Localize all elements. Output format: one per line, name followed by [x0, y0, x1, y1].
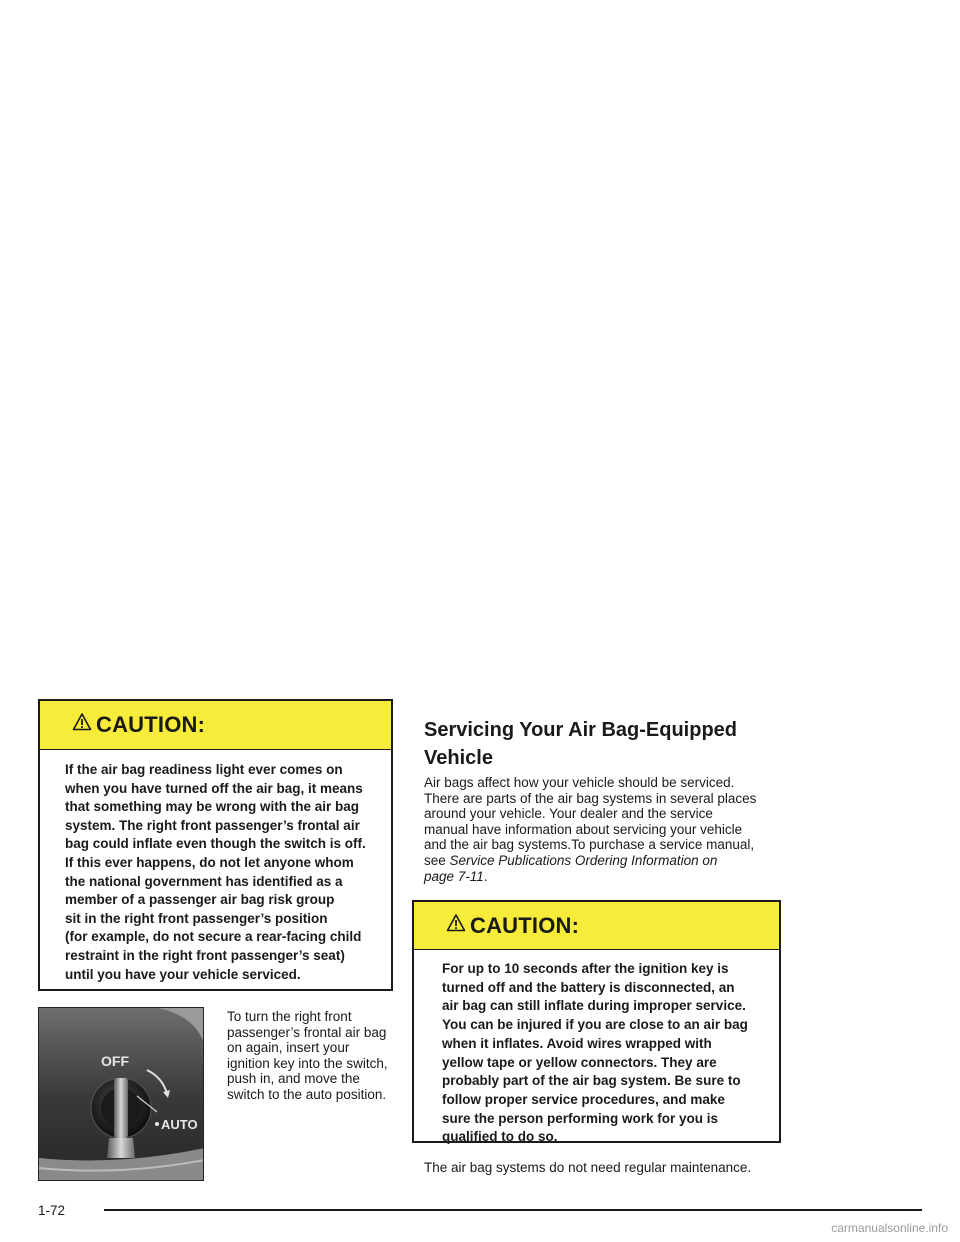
caution-title: CAUTION:: [96, 712, 206, 737]
heading-line: Vehicle: [424, 747, 493, 769]
caution-line: the national government has identified as a: [65, 873, 343, 889]
reference-link[interactable]: Service Publications Ordering Information on: [449, 852, 718, 868]
page-number: 1-72: [38, 1203, 66, 1218]
caution-title: CAUTION:: [470, 912, 580, 938]
text-line: manual have information about servicing your vehicle: [424, 821, 743, 837]
caution-line: member of a passenger air bag risk group: [65, 892, 335, 908]
caution-line: restraint in the right front passenger’s seat): [65, 947, 345, 963]
caution-line: If this ever happens, do not let anyone whom: [65, 854, 354, 870]
warning-triangle-icon: [446, 913, 466, 933]
caution-line: qualified to do so.: [442, 1129, 558, 1145]
switch-label-off: OFF: [101, 1053, 129, 1069]
caution-line: (for example, do not secure a rear-facing child: [65, 929, 362, 945]
text-line: and the air bag systems.To purchase a service manual,: [424, 837, 755, 853]
section-heading-servicing: [424, 716, 737, 772]
text-line: ignition key into the switch,: [227, 1055, 388, 1071]
caution-box-readiness-light: [38, 699, 393, 991]
text-line: push in, and move the: [227, 1071, 360, 1087]
servicing-paragraph: [424, 775, 756, 884]
caution-line: For up to 10 seconds after the ignition key is: [442, 961, 729, 976]
caution-body: [40, 750, 391, 984]
watermark: carmanualsonline.info: [831, 1221, 948, 1235]
caution-line: If the air bag readiness light ever comes on: [65, 762, 343, 777]
airbag-switch-photo: [38, 1007, 204, 1181]
text-line: on again, insert your: [227, 1040, 350, 1056]
maintenance-paragraph: [424, 1160, 751, 1176]
airbag-switch-illustration: [39, 1008, 204, 1181]
caution-line: sure the person performing work for you is: [442, 1110, 719, 1126]
switch-label-auto: AUTO: [161, 1117, 198, 1132]
text-line: around your vehicle. Your dealer and the service: [424, 806, 713, 822]
caution-body: [414, 950, 779, 1147]
caution-line: sit in the right front passenger’s position: [65, 910, 328, 926]
caution-line: You can be injured if you are close to an air bag: [442, 1017, 748, 1033]
text-line: Air bags affect how your vehicle should be serviced.: [424, 775, 735, 790]
ref-suffix: .: [483, 868, 488, 884]
caution-header: [40, 701, 391, 750]
text-line: [424, 853, 756, 869]
caution-line: bag could inflate even though the switch is off.: [65, 836, 366, 852]
warning-triangle-icon: [72, 712, 92, 732]
text-line: switch to the auto position.: [227, 1086, 387, 1102]
caution-line: air bag can still inflate during improper service.: [442, 998, 746, 1014]
caution-line: follow proper service procedures, and make: [442, 1091, 725, 1107]
caution-box-service: [412, 900, 781, 1143]
text-line: There are parts of the air bag systems in several places: [424, 790, 757, 806]
caution-line: when you have turned off the air bag, it means: [65, 780, 363, 796]
text-line: [424, 869, 756, 885]
text-line: The air bag systems do not need regular maintenance.: [424, 1160, 752, 1175]
see-prefix: see: [424, 852, 450, 868]
heading-line: Servicing Your Air Bag-Equipped: [424, 719, 738, 741]
caution-line: until you have your vehicle serviced.: [65, 966, 301, 982]
caution-line: when it inflates. Avoid wires wrapped with: [442, 1035, 712, 1051]
reference-page-link[interactable]: page 7-11: [424, 868, 484, 884]
caution-line: system. The right front passenger’s frontal air: [65, 817, 360, 833]
caution-line: yellow tape or yellow connectors. They are: [442, 1054, 717, 1070]
text-line: To turn the right front: [227, 1009, 352, 1024]
footer-divider: [104, 1209, 922, 1211]
turn-on-paragraph: [227, 1009, 388, 1103]
caution-line: that something may be wrong with the air bag: [65, 799, 360, 815]
caution-header: [414, 902, 779, 950]
caution-line: probably part of the air bag system. Be sure to: [442, 1073, 741, 1089]
caution-line: turned off and the battery is disconnected, an: [442, 979, 735, 995]
text-line: passenger’s frontal air bag: [227, 1024, 387, 1040]
